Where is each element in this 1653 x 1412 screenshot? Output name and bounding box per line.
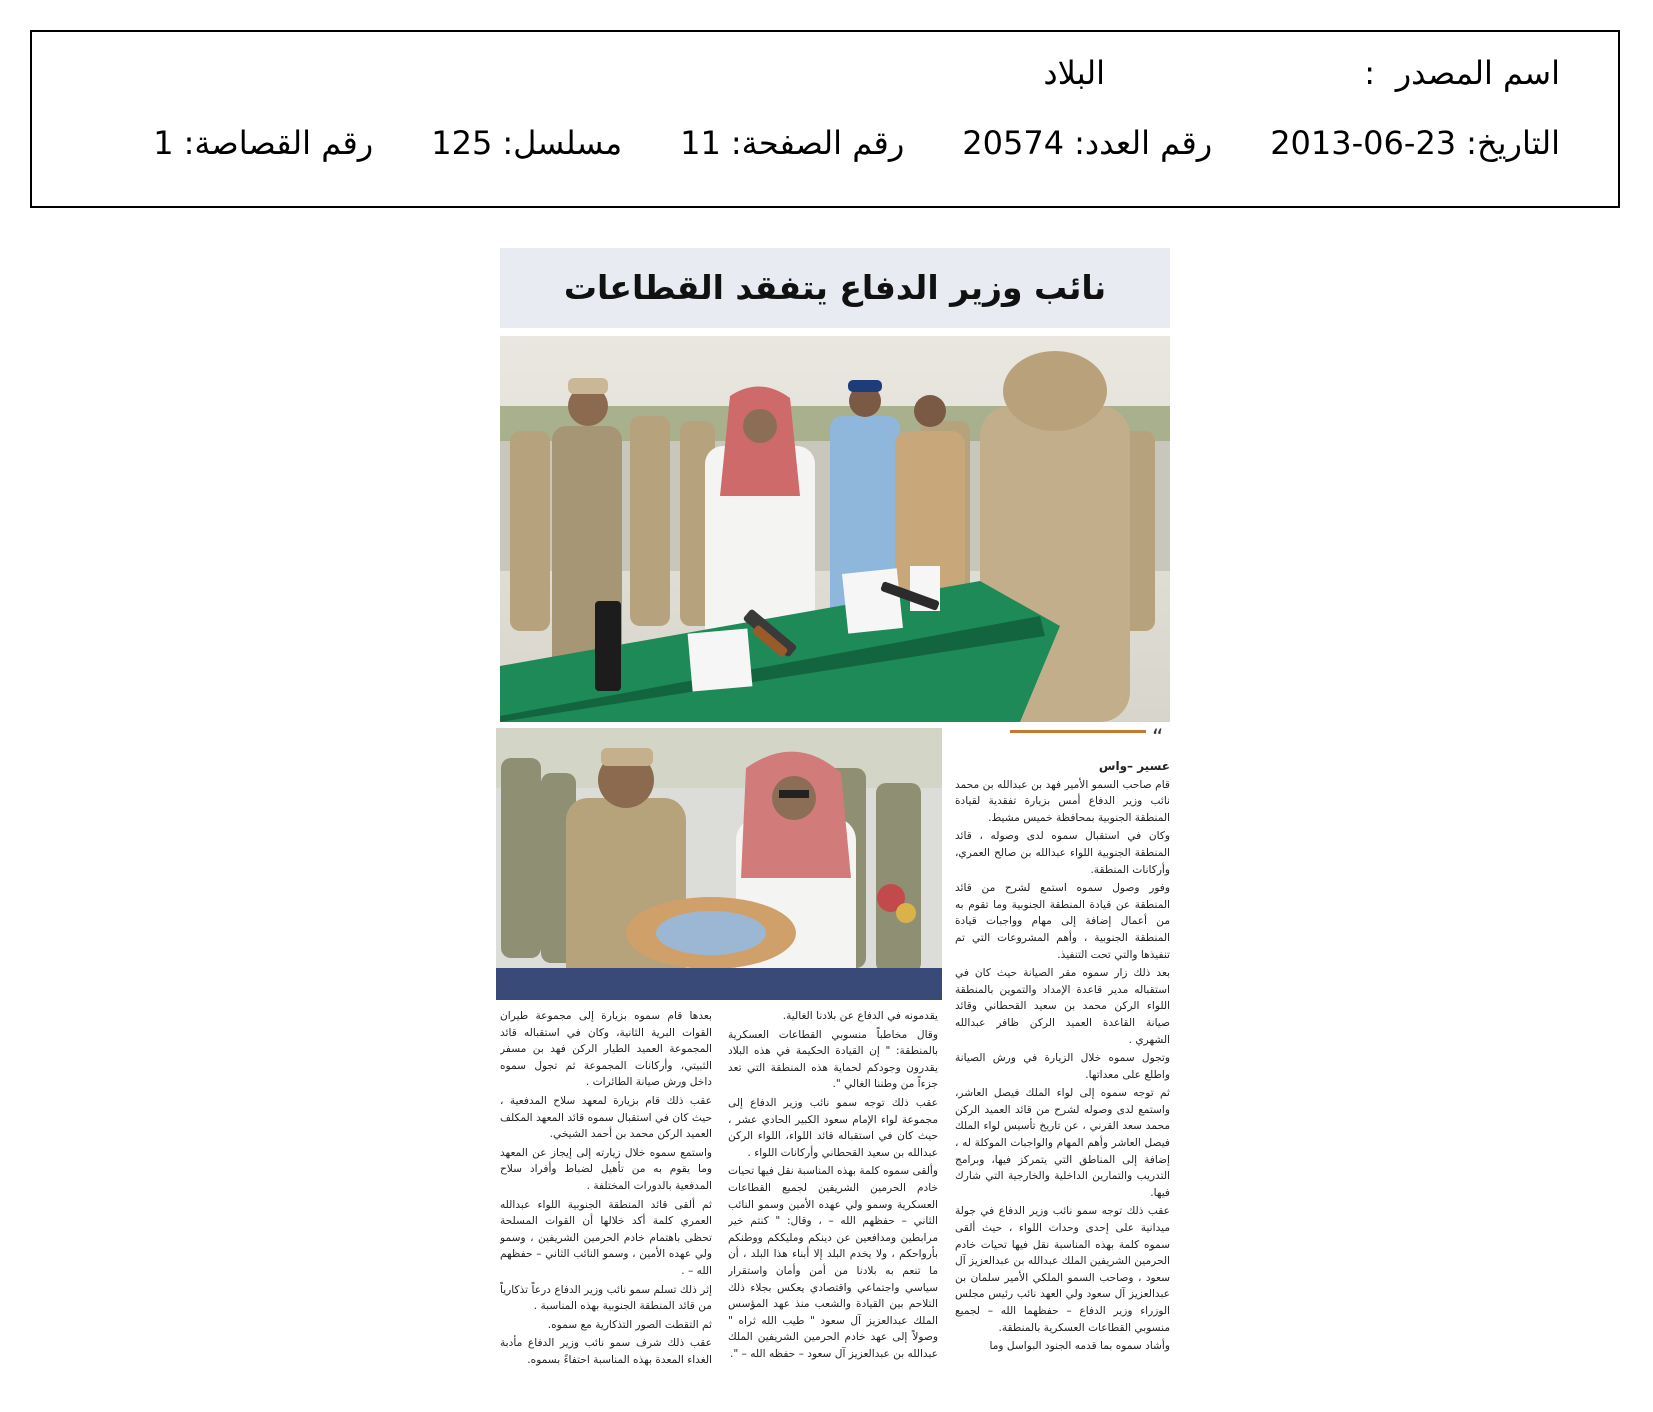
paragraph: وفور وصول سموه استمع لشرح من قائد المنطقة عن قيادة المنطقة الجنوبية وما تقوم به من أعمال إضافة إلى مهام وواجبات قيادة المنطقة الجنوبية ، وأهم المشروعات التي تم تنفيذها والتي تحت التنفيذ.: [955, 882, 1170, 961]
main-photo: [500, 336, 1170, 722]
source-value: البلاد: [1043, 54, 1105, 92]
paragraph: قام صاحب السمو الأمير فهد بن عبدالله بن محمد نائب وزير الدفاع أمس بزيارة تفقدية لقيادة المنطقة الجنوبية بمحافظة خميس مشيط.: [955, 778, 1170, 824]
issue-cell: [962, 124, 1212, 162]
source-label: اسم المصدر: [1395, 54, 1560, 92]
paragraph: وألقى سموه كلمة بهذه المناسبة نقل فيها تحيات خادم الحرمين الشريفين لجميع القطاعات العسكرية وسمو ولي عهده الأمين وسمو النائب الثاني – حفظهم الله – ، وقال: " كنتم خير مرابطين ومدافعين عن دينكم ومليككم ووطنكم بأرواحكم ، ولا يخدم البلد إلا أبناء هذا البلد ، أن ما تنعم به بلادنا من أمن وأمان واستقرار سياسي واجتماعي واقتصادي يعكس بجلاء ذلك التلاحم بين القيادة والشعب منذ عهد المؤسس الملك عبدالعزيز آل سعود " طيب الله ثراه " وصولاً إلى عهد خادم الحرمين الشريفين الملك عبدالله بن عبدالعزيز آل سعود – حفظه الله – ".: [728, 1165, 938, 1360]
quote-mark: “: [1152, 726, 1164, 751]
paragraph: عقب ذلك توجه سمو نائب وزير الدفاع في جولة ميدانية على إحدى وحدات اللواء ، حيث ألقى سموه كلمة بهذه المناسبة نقل فيها تحيات خادم الحرمين الشريفين الملك عبدالله بن عبدالعزيز آل سعود ، وصاحب السمو الملكي الأمير سلمان بن عبدالعزيز آل سعود ولي العهد نائب رئيس مجلس الوزراء وزير الدفاع – حفظهما الله – لجميع منسوبي القطاعات العسكرية بالمنطقة.: [955, 1205, 1170, 1334]
paragraph: ثم توجه سموه إلى لواء الملك فيصل العاشر، واستمع لدى وصوله لشرح من قائد العميد الركن محمد سعد القرني ، عن تاريخ تأسيس لواء الملك فيصل العاشر وأهم المهام والواجبات الموكلة له ، إضافة إلى المناطق التي يتمركز فيها، وبرامج التدريب والتمارين الداخلية والخارجية التي شارك فيها.: [955, 1087, 1170, 1199]
paragraph: بعد ذلك زار سموه مقر الصيانة حيث كان في استقباله مدير قاعدة الإمداد والتموين بالمنطقة اللواء الركن محمد بن سعيد القحطاني وقائد صيانة القاعدة العميد الركن ظافر عبدالله الشهري .: [955, 967, 1170, 1046]
paragraph: واستمع سموه خلال زيارته إلى إيجاز عن المعهد وما يقوم به من تأهيل لضباط وأفراد سلاح المدفعية بالدورات المختلفة .: [500, 1146, 712, 1192]
article-column-right: [955, 758, 1170, 1398]
clip-label: رقم القصاصة:: [183, 124, 374, 162]
serial-value: 125: [431, 124, 493, 162]
paragraph: وقال مخاطباً منسوبي القطاعات العسكرية بالمنطقة: " إن القيادة الحكيمة في هذه البلاد يقدرون وجودكم لحماية هذه المنطقة التي تعد جزءاً من وطننا الغالي ".: [728, 1028, 938, 1091]
page-label: رقم الصفحة:: [730, 124, 905, 162]
quote-divider: [1010, 730, 1146, 733]
article-byline: عسير –واس: [1098, 759, 1170, 773]
page-cell: [680, 124, 904, 162]
date-cell: [1270, 124, 1560, 162]
issue-details-row: [153, 124, 1560, 162]
newspaper-clipping: [500, 248, 1170, 1400]
paragraph: عقب ذلك شرف سمو نائب وزير الدفاع مأدبة الغداء المعدة بهذه المناسبة احتفاءً بسموه.: [500, 1337, 712, 1366]
source-metadata-box: [30, 30, 1620, 208]
date-value: 2013-06-23: [1270, 124, 1457, 162]
serial-label: مسلسل:: [502, 124, 623, 162]
paragraph: وأشاد سموه بما قدمه الجنود البواسل وما: [989, 1340, 1170, 1353]
paragraph: بعدها قام سموه بزيارة إلى مجموعة طيران القوات البرية الثانية، وكان في استقباله قائد المجموعة العميد الطيار الركن فهد بن مسفر الثبيتي، وأركانات المجموعة ثم تجول سموه داخل ورش صيانة الطائرات .: [500, 1010, 712, 1089]
article-column-left: [500, 1008, 712, 1398]
clip-value: 1: [153, 124, 174, 162]
serial-cell: [431, 124, 622, 162]
paragraph: يقدمونه في الدفاع عن بلادنا الغالية.: [782, 1010, 938, 1022]
paragraph: ثم التقطت الصور التذكارية مع سموه.: [547, 1318, 712, 1331]
paragraph: إثر ذلك تسلم سمو نائب وزير الدفاع درعاً تذكارياً من قائد المنطقة الجنوبية بهذه المناسبة .: [500, 1283, 712, 1313]
article-headline: نائب وزير الدفاع يتفقد القطاعات: [500, 248, 1170, 328]
paragraph: وتجول سموه خلال الزيارة في ورش الصيانة واطلع على معداتها.: [955, 1052, 1170, 1081]
issue-value: 20574: [962, 124, 1065, 162]
clip-cell: [153, 124, 373, 162]
paragraph: عقب ذلك توجه سمو نائب وزير الدفاع إلى مجموعة لواء الإمام سعود الكبير الحادي عشر ، حيث كان في استقباله قائد اللواء، اللواء الركن عبدالله بن سعيد القحطاني وأركانات اللواء .: [728, 1096, 938, 1159]
source-row: [1043, 54, 1560, 92]
issue-label: رقم العدد:: [1074, 124, 1213, 162]
date-label: التاريخ:: [1466, 124, 1560, 162]
paragraph: وكان في استقبال سموه لدى وصوله ، قائد المنطقة الجنوبية اللواء عبدالله بن صالح العمري، وأركانات المنطقة.: [955, 830, 1170, 876]
source-separator: :: [1364, 54, 1375, 92]
paragraph: ثم ألقى قائد المنطقة الجنوبية اللواء عبدالله العمري كلمة أكد خلالها أن القوات المسلحة تحظى باهتمام خادم الحرمين الشريفين ، وسمو ولي عهده الأمين ، وسمو النائب الثاني – حفظهم الله – .: [500, 1198, 712, 1277]
secondary-photo: [496, 728, 942, 1000]
page-value: 11: [680, 124, 721, 162]
article-column-middle: [728, 1008, 938, 1398]
paragraph: عقب ذلك قام بزيارة لمعهد سلاح المدفعية ، حيث كان في استقبال سموه قائد المعهد المكلف العميد الركن محمد بن أحمد الشيخي.: [500, 1094, 712, 1141]
